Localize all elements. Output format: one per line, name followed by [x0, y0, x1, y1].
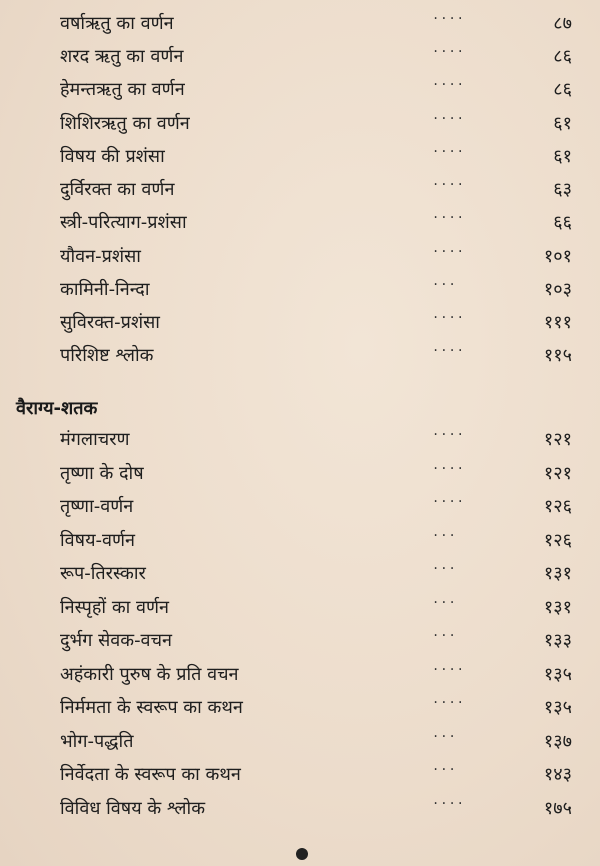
toc-row [0, 141, 600, 173]
toc-row [0, 625, 600, 657]
toc-row [0, 424, 600, 456]
toc-leader: .... [432, 141, 465, 155]
toc-title: यौवन-प्रशंसा [60, 246, 141, 267]
toc-row [0, 726, 600, 758]
toc-page-number: १३१ [543, 563, 572, 584]
toc-row [0, 692, 600, 724]
toc-row [0, 659, 600, 691]
toc-page-number: ६१ [553, 146, 572, 167]
toc-page-number: १३१ [543, 597, 572, 618]
toc-row [0, 558, 600, 590]
toc-leader: .... [432, 174, 465, 188]
toc-row [0, 592, 600, 624]
toc-page-number: ८६ [553, 79, 572, 100]
toc-title: कामिनी-निन्दा [60, 279, 150, 300]
toc-leader: .... [432, 241, 465, 255]
toc-title: रूप-तिरस्कार [60, 563, 146, 584]
toc-leader: .... [432, 340, 465, 354]
toc-page-number: ११५ [543, 345, 572, 366]
toc-title: विविध विषय के श्लोक [60, 798, 206, 819]
toc-row [0, 525, 600, 557]
toc-row [0, 108, 600, 140]
toc-leader: .... [432, 458, 465, 472]
toc-title: शिशिरऋतु का वर्णन [60, 113, 190, 134]
toc-leader: .... [432, 8, 465, 22]
toc-leader: ... [432, 759, 457, 773]
toc-title: स्त्री-परित्याग-प्रशंसा [60, 212, 187, 233]
toc-page-number: १३५ [543, 697, 572, 718]
toc-title: दुर्विरक्त का वर्णन [60, 179, 175, 200]
toc-title: निर्वेदता के स्वरूप का कथन [60, 764, 241, 785]
toc-page-number: १२१ [543, 463, 572, 484]
toc-page-number: ६१ [553, 113, 572, 134]
toc-row [0, 241, 600, 273]
section-heading: वैराग्य-शतक [16, 398, 98, 419]
toc-leader: .... [432, 41, 465, 55]
toc-row [0, 74, 600, 106]
toc-title: निर्ममता के स्वरूप का कथन [60, 697, 243, 718]
toc-leader: ... [432, 726, 457, 740]
toc-row [0, 307, 600, 339]
toc-title: निस्पृहों का वर्णन [60, 597, 170, 618]
toc-row [0, 759, 600, 791]
toc-title: दुर्भग सेवक-वचन [60, 630, 172, 651]
toc-leader: .... [432, 74, 465, 88]
toc-title: परिशिष्ट श्लोक [60, 345, 154, 366]
toc-page-number: ६६ [553, 212, 572, 233]
toc-leader: .... [432, 692, 465, 706]
toc-title: सुविरक्त-प्रशंसा [60, 312, 160, 333]
toc-page-number: १३३ [543, 630, 572, 651]
toc-title: भोग-पद्धति [60, 731, 134, 752]
toc-title: वर्षाऋतु का वर्णन [60, 13, 174, 34]
toc-leader: ... [432, 592, 457, 606]
toc-leader: .... [432, 424, 465, 438]
toc-page-number: ८६ [553, 46, 572, 67]
toc-row [0, 491, 600, 523]
toc-title: हेमन्तऋतु का वर्णन [60, 79, 185, 100]
toc-title: विषय-वर्णन [60, 530, 136, 551]
toc-row [0, 274, 600, 306]
toc-page-number: १३७ [543, 731, 572, 752]
toc-title: मंगलाचरण [60, 429, 130, 450]
toc-title: तृष्णा-वर्णन [60, 496, 134, 517]
toc-page-number: १०१ [543, 246, 572, 267]
toc-page-number: १०३ [543, 279, 572, 300]
toc-leader: .... [432, 307, 465, 321]
toc-page-number: १२१ [543, 429, 572, 450]
toc-row [0, 207, 600, 239]
toc-page-number: १२६ [543, 496, 572, 517]
toc-row [0, 8, 600, 40]
toc-leader: .... [432, 108, 465, 122]
toc-page-number: १३५ [543, 664, 572, 685]
toc-leader: .... [432, 207, 465, 221]
toc-leader: .... [432, 659, 465, 673]
toc-row [0, 174, 600, 206]
toc-leader: .... [432, 793, 465, 807]
toc-title: विषय की प्रशंसा [60, 146, 165, 167]
toc-page-number: १२६ [543, 530, 572, 551]
toc-page-number: १४३ [543, 764, 572, 785]
toc-row [0, 41, 600, 73]
toc-title: तृष्णा के दोष [60, 463, 144, 484]
toc-page-number: ८७ [553, 13, 572, 34]
toc-title: अहंकारी पुरुष के प्रति वचन [60, 664, 239, 685]
toc-row [0, 793, 600, 825]
toc-page-number: १११ [543, 312, 572, 333]
toc-leader: ... [432, 558, 457, 572]
toc-leader: .... [432, 491, 465, 505]
toc-leader: ... [432, 625, 457, 639]
toc-row [0, 458, 600, 490]
toc-row [0, 340, 600, 372]
toc-leader: ... [432, 274, 457, 288]
toc-page-number: १७५ [543, 798, 572, 819]
folio-mark [296, 848, 308, 860]
toc-title: शरद ऋतु का वर्णन [60, 46, 184, 67]
toc-leader: ... [432, 525, 457, 539]
toc-page-number: ६३ [553, 179, 572, 200]
